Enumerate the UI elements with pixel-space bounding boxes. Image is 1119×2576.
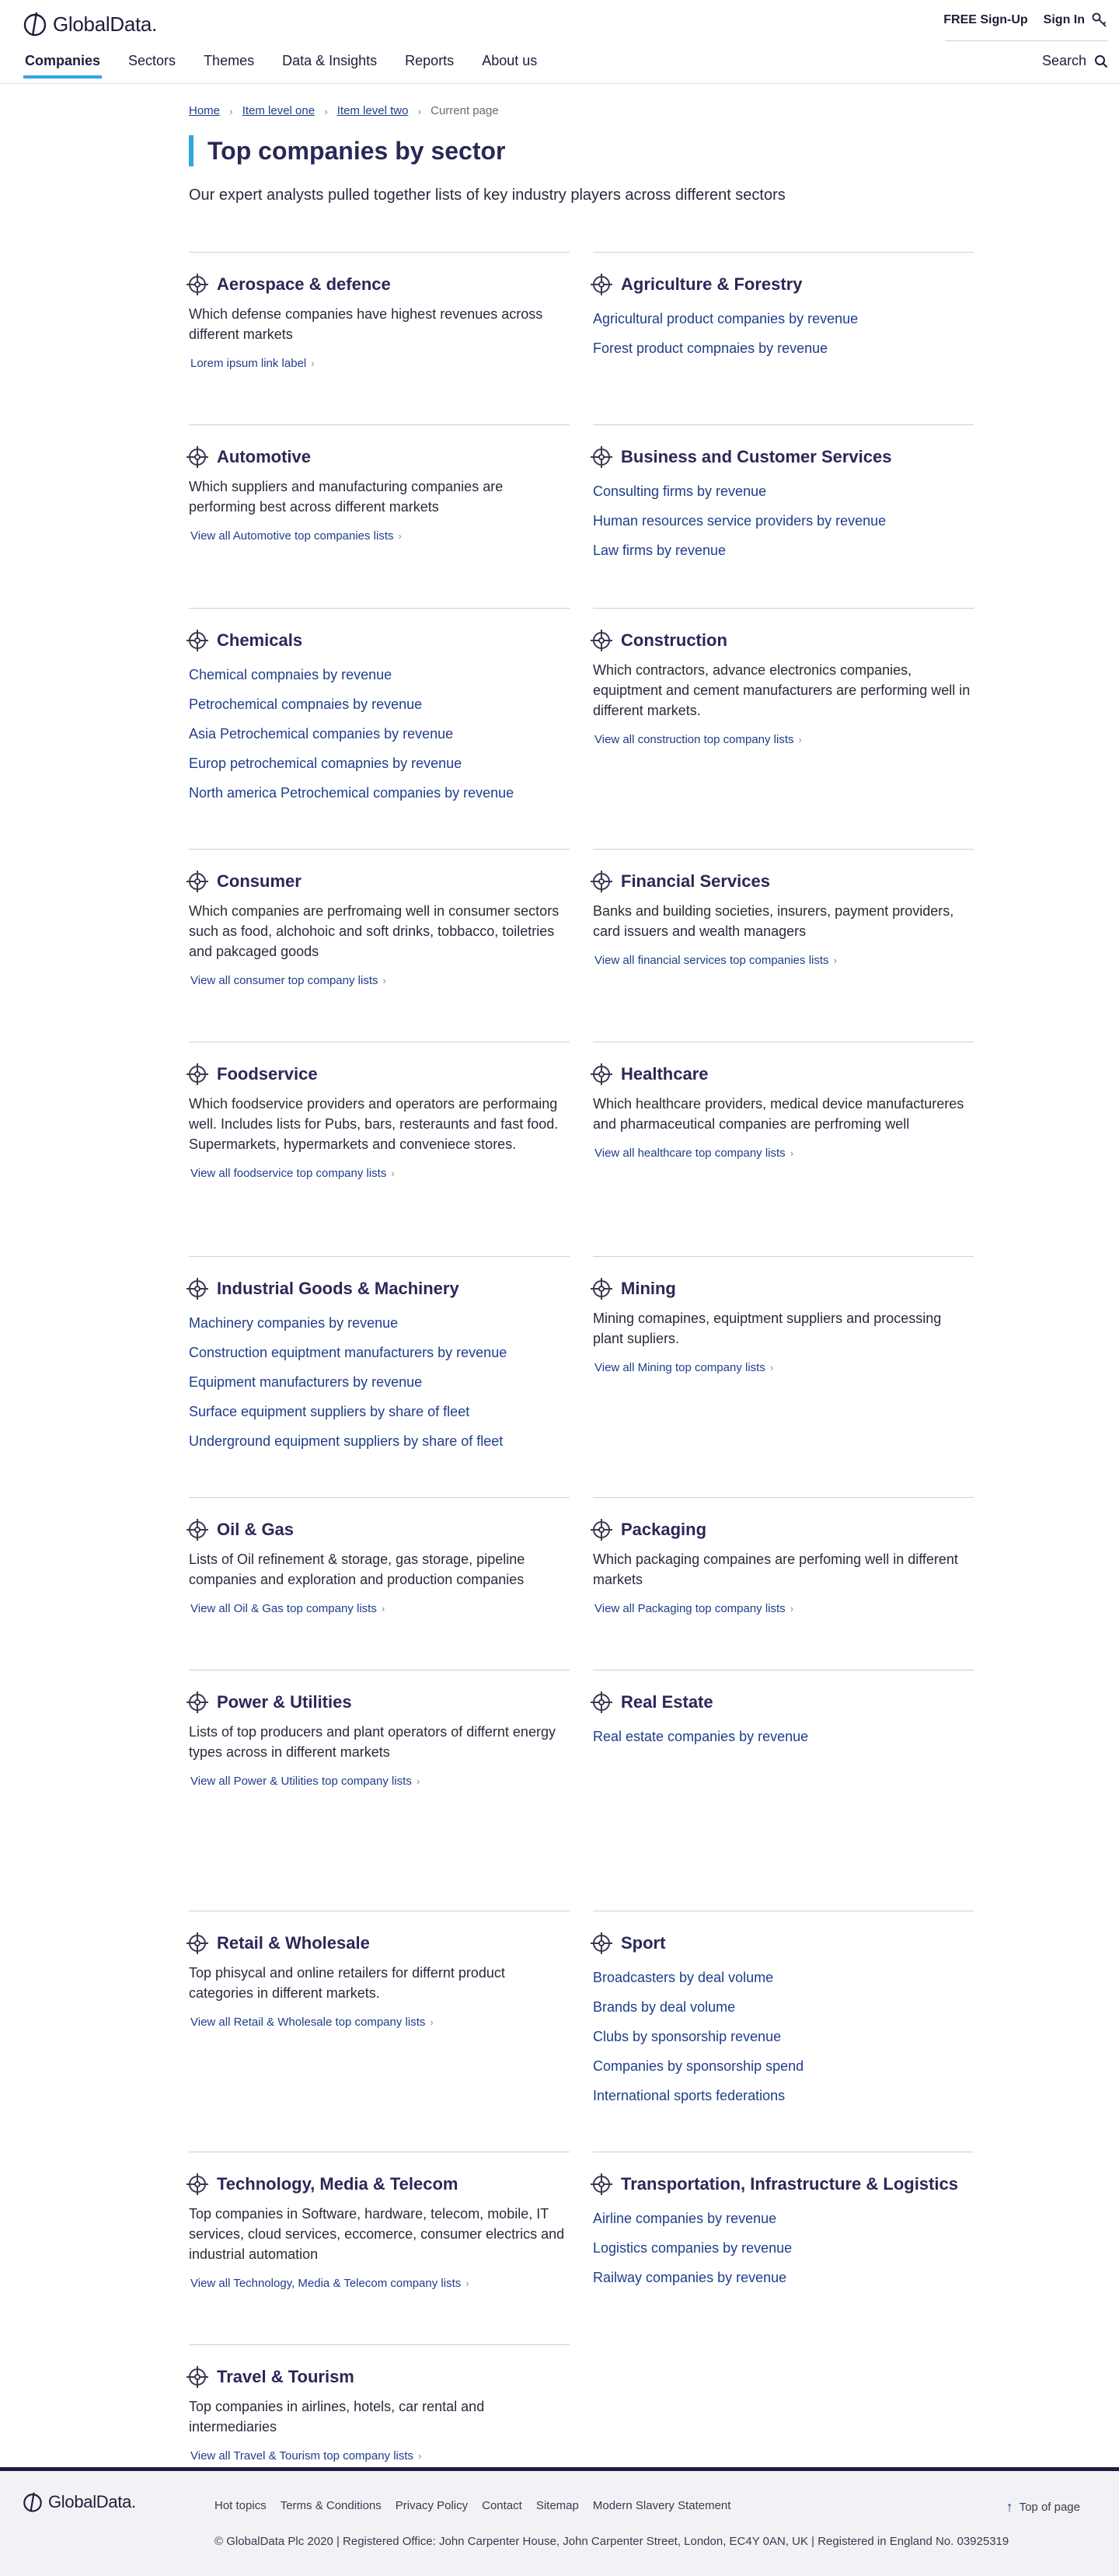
view-all-label: View all construction top company lists: [594, 733, 794, 746]
crosshair-icon: [189, 632, 206, 649]
sector-card-header: [189, 1692, 570, 1712]
crosshair-icon: [189, 1694, 206, 1711]
site-header: [0, 0, 1119, 84]
chevron-right-icon: ›: [229, 104, 233, 117]
view-all-link[interactable]: [593, 1602, 793, 1615]
sector-list-link[interactable]: Petrochemical compnaies by revenue: [189, 696, 423, 712]
sector-card-header: [189, 1933, 570, 1953]
view-all-label: View all financial services top companies lists: [594, 954, 829, 967]
sector-description: Lists of Oil refinement & storage, gas storage, pipeline companies and exploration and production companies: [189, 1552, 525, 1587]
sector-card-header: [593, 1520, 974, 1540]
search-label: Search: [1041, 53, 1086, 68]
sector-list-link[interactable]: Equipment manufacturers by revenue: [189, 1374, 423, 1390]
chevron-right-icon: ›: [430, 2016, 434, 2028]
chevron-right-icon: ›: [381, 1603, 385, 1614]
sector-card-header: [189, 871, 570, 892]
sector-list-link[interactable]: Real estate companies by revenue: [593, 1729, 809, 1744]
view-all-link[interactable]: [189, 974, 386, 987]
breadcrumb-current: Current page: [431, 104, 499, 117]
sector-card: [593, 2152, 974, 2344]
nav-themes[interactable]: Themes: [204, 53, 255, 68]
signin-label: Sign In: [1043, 13, 1085, 26]
sector-card: [189, 608, 570, 849]
crosshair-icon: [189, 1280, 206, 1297]
view-all-link[interactable]: [593, 954, 837, 967]
nav-data-insights[interactable]: Data & Insights: [282, 53, 378, 68]
top-of-page-button[interactable]: [1006, 2499, 1080, 2515]
sector-card: [593, 252, 974, 424]
footer-logo[interactable]: [22, 2491, 136, 2513]
sector-description: Top companies in airlines, hotels, car rental and intermediaries: [189, 2399, 485, 2435]
nav-about-us[interactable]: About us: [482, 53, 538, 68]
crosshair-icon: [593, 276, 610, 293]
sector-title: Travel & Tourism: [217, 2367, 354, 2386]
sector-card-header: [189, 2174, 570, 2194]
view-all-link[interactable]: [189, 357, 315, 370]
page-title: Top companies by sector: [189, 135, 506, 166]
chevron-right-icon: ›: [769, 1362, 774, 1374]
sector-list-link[interactable]: Law firms by revenue: [593, 543, 727, 558]
sector-card-header: [593, 630, 974, 651]
sector-title: Chemicals: [217, 630, 303, 650]
account-links: [943, 12, 1108, 29]
view-all-label: View all Retail & Wholesale top company lists: [190, 2016, 426, 2029]
copyright: © GlobalData Plc 2020 | Registered Office: John Carpenter House, John Carpenter Street, London, EC4Y 0AN, UK | Registered in England No. 03925319: [214, 2535, 1009, 2548]
sector-list-link[interactable]: Companies by sponsorship spend: [593, 2058, 804, 2074]
sector-list-link[interactable]: Clubs by sponsorship revenue: [593, 2029, 782, 2044]
view-all-label: View all Packaging top company lists: [594, 1602, 786, 1615]
sector-title: Mining: [621, 1279, 676, 1298]
sector-card: [593, 1497, 974, 1670]
sector-description: Which contractors, advance electronics companies, equiptment and cement manufacturers are performing well in different markets.: [593, 662, 971, 718]
sector-list-link[interactable]: Machinery companies by revenue: [189, 1315, 399, 1331]
view-all-link[interactable]: [189, 2277, 469, 2290]
top-of-page-label: Top of page: [1019, 2501, 1080, 2514]
crosshair-icon: [189, 276, 206, 293]
sector-list-link[interactable]: Consulting firms by revenue: [593, 483, 767, 499]
footer-logo-text: GlobalData.: [48, 2492, 136, 2511]
view-all-link[interactable]: [189, 2449, 421, 2463]
sector-list-link[interactable]: Forest product compnaies by revenue: [593, 340, 828, 356]
breadcrumb-home[interactable]: Home: [189, 104, 221, 117]
sector-title: Financial Services: [621, 871, 770, 891]
view-all-label: View all Automotive top companies lists: [190, 529, 394, 543]
sector-card-header: [593, 1933, 974, 1953]
sector-card-header: [593, 1692, 974, 1712]
view-all-label: View all Power & Utilities top company lists: [190, 1775, 412, 1788]
sector-list-link[interactable]: Agricultural product companies by revenue: [593, 311, 859, 326]
logo[interactable]: [22, 11, 157, 37]
chevron-right-icon: ›: [391, 1168, 395, 1179]
sector-card: [189, 1670, 570, 1911]
crosshair-icon: [593, 1280, 610, 1297]
sector-title: Business and Customer Services: [621, 447, 892, 466]
sector-list-link[interactable]: North america Petrochemical companies by revenue: [189, 785, 514, 801]
sector-description: Lists of top producers and plant operators of differnt energy types across in different markets: [189, 1724, 556, 1760]
sector-title: Technology, Media & Telecom: [217, 2174, 458, 2194]
sector-list-link[interactable]: Construction equiptment manufacturers by revenue: [189, 1345, 507, 1360]
view-all-label: View all healthcare top company lists: [594, 1147, 786, 1160]
sector-list-link[interactable]: Broadcasters by deal volume: [593, 1970, 774, 1985]
sector-card-header: [593, 1279, 974, 1299]
chevron-right-icon: ›: [790, 1603, 794, 1614]
chevron-right-icon: ›: [798, 734, 802, 745]
sector-list-link[interactable]: Logistics companies by revenue: [593, 2240, 793, 2256]
search-icon: [1094, 54, 1108, 68]
sector-title: Healthcare: [621, 1064, 709, 1084]
chevron-right-icon: ›: [398, 530, 402, 542]
nav-companies[interactable]: Companies: [25, 53, 100, 79]
header-divider: [945, 40, 1108, 41]
sector-card: [189, 1042, 570, 1256]
breadcrumb-level-two[interactable]: Item level two: [336, 104, 409, 117]
footer-link-terms[interactable]: Terms & Conditions: [280, 2499, 382, 2512]
footer-link-contact[interactable]: Contact: [482, 2499, 522, 2512]
view-all-label: View all foodservice top company lists: [190, 1167, 387, 1180]
sector-card-header: [189, 274, 570, 295]
view-all-link[interactable]: [593, 1361, 773, 1374]
search-button[interactable]: [1042, 53, 1108, 69]
sector-card: [593, 1042, 974, 1256]
crosshair-icon: [189, 449, 206, 466]
sector-card: [189, 849, 570, 1042]
sector-card-header: [593, 2174, 974, 2194]
sector-description: Which healthcare providers, medical device manufactureres and pharmaceutical companies are perfroming well: [593, 1096, 964, 1132]
globaldata-logo-icon: [22, 11, 48, 37]
sector-description: Which defense companies have highest revenues across different markets: [189, 306, 543, 342]
site-footer: [0, 2467, 1119, 2576]
view-all-label: View all Technology, Media & Telecom company lists: [190, 2277, 462, 2290]
crosshair-icon: [593, 1935, 610, 1952]
view-all-link[interactable]: [189, 2016, 434, 2029]
view-all-label: View all Oil & Gas top company lists: [190, 1602, 377, 1615]
sector-list-link[interactable]: Human resources service providers by revenue: [593, 513, 887, 529]
chevron-right-icon: ›: [790, 1147, 794, 1159]
sector-title: Sport: [621, 1933, 666, 1953]
view-all-link[interactable]: [189, 1167, 395, 1180]
sector-description: Mining comapines, equiptment suppliers and processing plant supliers.: [593, 1311, 942, 1346]
crosshair-icon: [593, 632, 610, 649]
sector-title: Power & Utilities: [217, 1692, 352, 1712]
crosshair-icon: [189, 1521, 206, 1538]
view-all-link[interactable]: [189, 1602, 385, 1615]
breadcrumb: [189, 104, 499, 117]
sector-list-link[interactable]: Chemical compnaies by revenue: [189, 667, 392, 682]
breadcrumb-level-one[interactable]: Item level one: [242, 104, 315, 117]
chevron-right-icon: ›: [416, 1775, 420, 1787]
view-all-link[interactable]: [189, 1775, 420, 1788]
sector-list-link[interactable]: Underground equipment suppliers by share of fleet: [189, 1433, 504, 1449]
signin-link[interactable]: [1044, 12, 1108, 29]
view-all-link[interactable]: [593, 733, 802, 746]
sector-card-header: [593, 274, 974, 295]
sector-title: Industrial Goods & Machinery: [217, 1279, 459, 1298]
sector-list-link[interactable]: Brands by deal volume: [593, 1999, 736, 2015]
chevron-right-icon: ›: [833, 955, 837, 966]
footer-link-modern-slavery[interactable]: Modern Slavery Statement: [592, 2499, 731, 2512]
sector-list-link[interactable]: Europ petrochemical comapnies by revenue: [189, 756, 462, 771]
sector-description: Banks and building societies, insurers, payment providers, card issuers and wealth managers: [593, 903, 954, 939]
footer-link-privacy[interactable]: Privacy Policy: [395, 2499, 469, 2512]
sector-description: Which suppliers and manufacturing companies are performing best across different markets: [189, 479, 504, 515]
page-subtitle: Our expert analysts pulled together lists of key industry players across different sectors: [189, 187, 786, 204]
sector-card: [593, 608, 974, 849]
sector-title: Agriculture & Forestry: [621, 274, 803, 294]
chevron-right-icon: ›: [324, 104, 328, 117]
footer-links: [214, 2499, 730, 2512]
sector-title: Transportation, Infrastructure & Logistics: [621, 2174, 958, 2194]
sector-list-link[interactable]: Airline companies by revenue: [593, 2211, 777, 2226]
view-all-link[interactable]: [593, 1147, 793, 1160]
sector-title: Consumer: [217, 871, 302, 891]
sector-card-header: [189, 1279, 570, 1299]
chevron-right-icon: ›: [311, 358, 315, 369]
crosshair-icon: [189, 2176, 206, 2193]
view-all-label: Lorem ipsum link label: [190, 357, 307, 370]
sector-list-link[interactable]: Railway companies by revenue: [593, 2270, 787, 2285]
view-all-label: View all Travel & Tourism top company lists: [190, 2449, 414, 2463]
crosshair-icon: [189, 2368, 206, 2386]
sector-card: [593, 849, 974, 1042]
sector-card-header: [189, 1520, 570, 1540]
sector-card-header: [189, 630, 570, 651]
sector-title: Real Estate: [621, 1692, 713, 1712]
sector-grid: [189, 252, 974, 2463]
sector-description: Which packaging compaines are perfoming well in different markets: [593, 1552, 958, 1587]
crosshair-icon: [189, 873, 206, 890]
sector-description: Which companies are perfromaing well in consumer sectors such as food, alchohoic and soft drinks, tobbacco, toiletries and pakcaged goods: [189, 903, 560, 959]
sector-list-link[interactable]: Surface equipment suppliers by share of fleet: [189, 1404, 470, 1419]
key-icon: [1091, 12, 1108, 29]
sector-card: [189, 1911, 570, 2152]
crosshair-icon: [593, 2176, 610, 2193]
sector-card-header: [593, 1064, 974, 1084]
sector-title: Foodservice: [217, 1064, 318, 1084]
sector-card-header: [189, 1064, 570, 1084]
sector-list-link[interactable]: International sports federations: [593, 2088, 786, 2103]
footer-link-sitemap[interactable]: Sitemap: [535, 2499, 579, 2512]
sector-card: [189, 2152, 570, 2344]
sector-card-header: [593, 447, 974, 467]
sector-card-header: [189, 447, 570, 467]
sector-card: [593, 1670, 974, 1911]
nav-sectors[interactable]: Sectors: [128, 53, 176, 68]
sector-card-header: [593, 871, 974, 892]
chevron-right-icon: ›: [465, 2278, 469, 2289]
crosshair-icon: [189, 1935, 206, 1952]
crosshair-icon: [593, 449, 610, 466]
logo-text: GlobalData.: [53, 12, 157, 36]
sector-card: [593, 1911, 974, 2152]
chevron-right-icon: ›: [382, 975, 386, 986]
view-all-link[interactable]: [189, 529, 402, 543]
sector-card: [189, 2344, 570, 2463]
sector-title: Oil & Gas: [217, 1520, 295, 1539]
sector-title: Automotive: [217, 447, 311, 466]
sector-card: [189, 252, 570, 424]
sector-card: [189, 424, 570, 608]
footer-link-hot-topics[interactable]: Hot topics: [214, 2499, 267, 2512]
sector-card: [593, 424, 974, 608]
sector-description: Which foodservice providers and operators are performaing well. Includes lists for Pubs, bars, resteraunts and fast food. Supermarkets, hypermarkets and conveniece stores.: [189, 1096, 559, 1152]
free-signup-link[interactable]: FREE Sign-Up: [943, 13, 1028, 26]
sector-description: Top phisycal and online retailers for differnt product categories in different markets.: [189, 1965, 505, 2001]
crosshair-icon: [593, 873, 610, 890]
view-all-label: View all consumer top company lists: [190, 974, 378, 987]
sector-title: Packaging: [621, 1520, 707, 1539]
sector-description: Top companies in Software, hardware, telecom, mobile, IT services, cloud services, eccomerce, consumer electrics and industrial automation: [189, 2206, 565, 2262]
sector-list-link[interactable]: Asia Petrochemical companies by revenue: [189, 726, 454, 742]
arrow-up-icon: ↑: [1006, 2499, 1013, 2515]
sector-card: [189, 1256, 570, 1497]
main-nav: [25, 53, 565, 79]
crosshair-icon: [593, 1521, 610, 1538]
globaldata-logo-icon: [22, 2491, 44, 2513]
sector-title: Construction: [621, 630, 727, 650]
sector-card: [593, 1256, 974, 1497]
sector-title: Retail & Wholesale: [217, 1933, 370, 1953]
crosshair-icon: [189, 1066, 206, 1083]
view-all-label: View all Mining top company lists: [594, 1361, 765, 1374]
crosshair-icon: [593, 1694, 610, 1711]
chevron-right-icon: ›: [417, 104, 422, 117]
crosshair-icon: [593, 1066, 610, 1083]
nav-reports[interactable]: Reports: [405, 53, 455, 68]
sector-card-header: [189, 2367, 570, 2387]
sector-title: Aerospace & defence: [217, 274, 391, 294]
sector-card: [189, 1497, 570, 1670]
chevron-right-icon: ›: [418, 2450, 422, 2462]
